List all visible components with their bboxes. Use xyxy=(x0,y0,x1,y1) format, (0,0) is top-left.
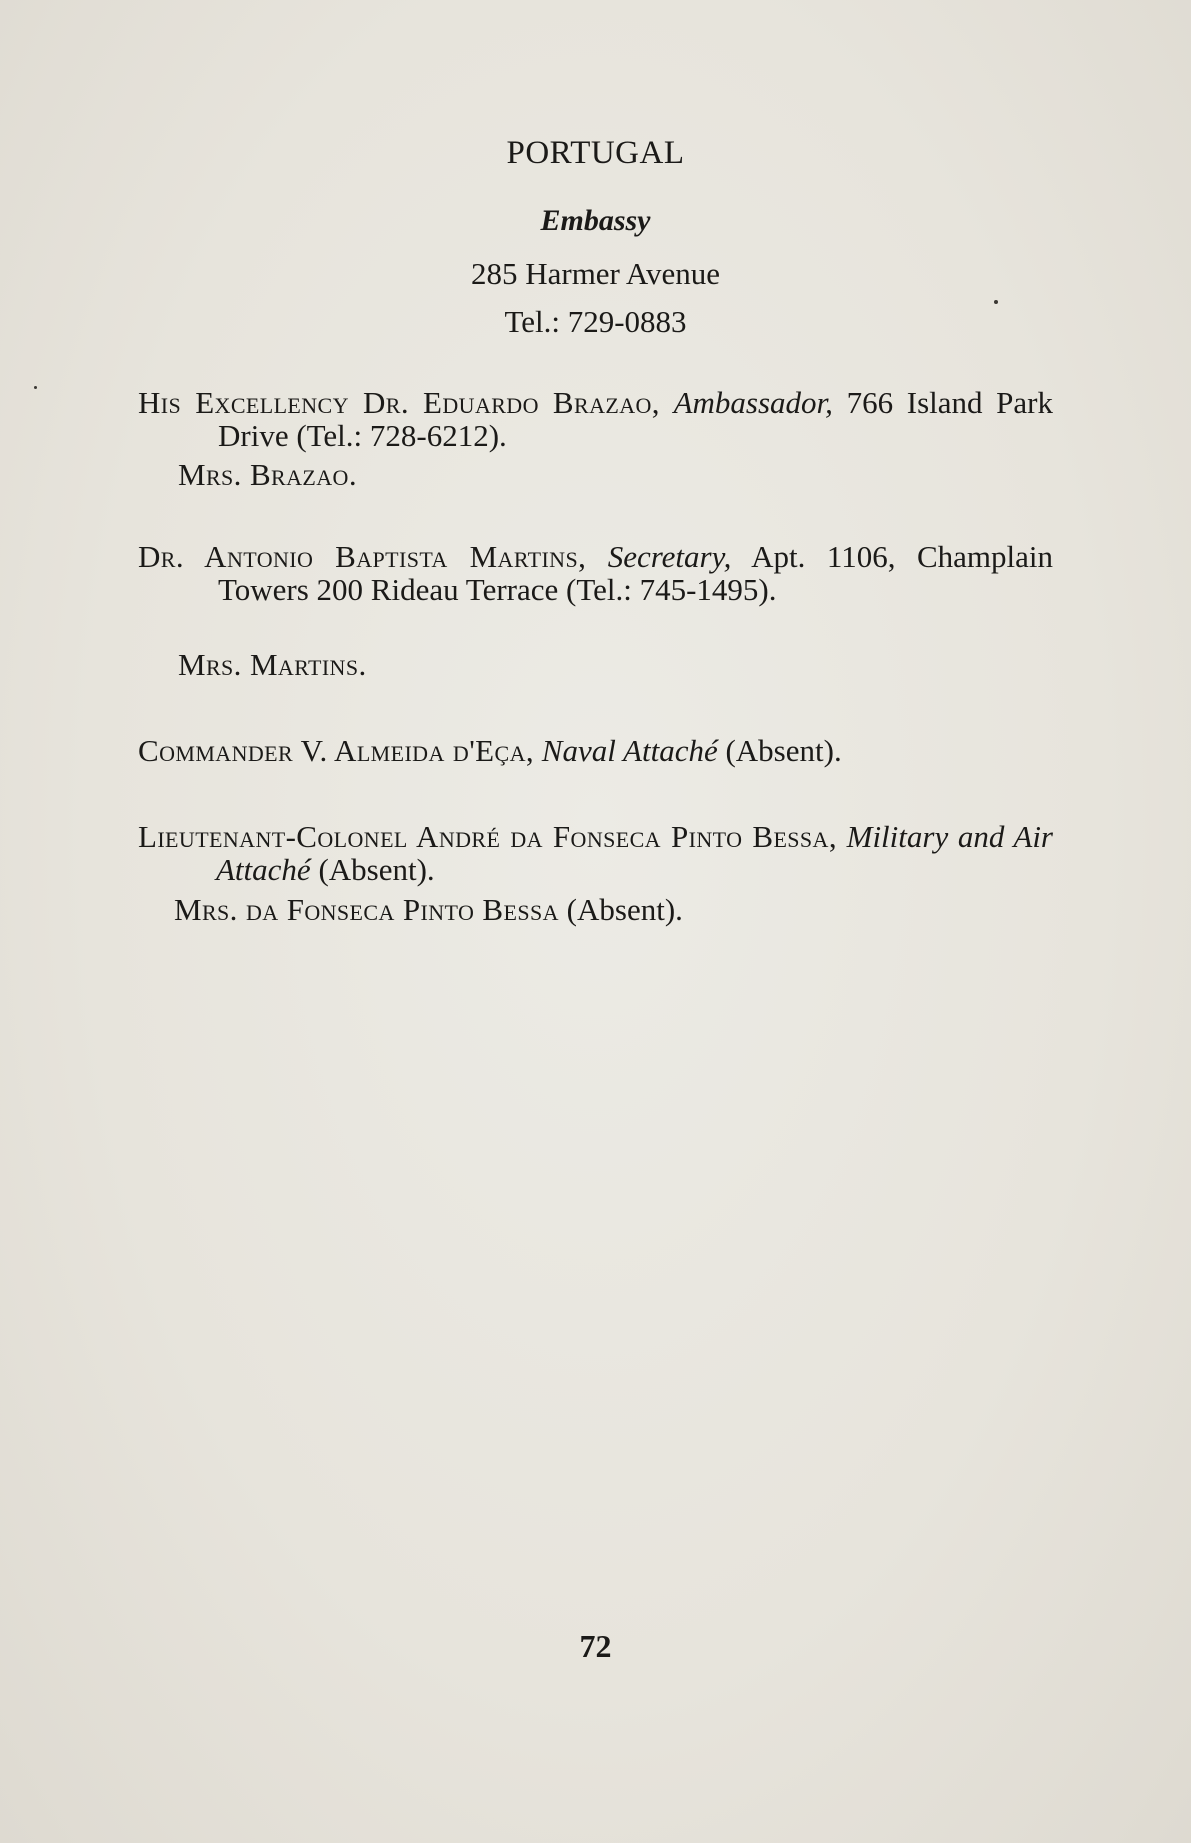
embassy-address: 285 Harmer Avenue xyxy=(470,256,721,291)
embassy-telephone: Tel.: 729-0883 xyxy=(504,304,687,339)
diplomat-name: Dr. Antonio Baptista Martins, xyxy=(138,539,587,574)
diplomat-title: Military and Air Attaché xyxy=(216,819,1053,887)
diplomat-details: 766 Island Park Drive (Tel.: 728-6212). xyxy=(218,385,1053,453)
diplomat-details: (Absent). xyxy=(725,733,842,768)
mission-type: Embassy xyxy=(540,204,651,237)
diplomat-entry xyxy=(138,386,1053,452)
ink-speck xyxy=(994,300,998,304)
country-heading: PORTUGAL xyxy=(506,135,685,171)
diplomat-title: Ambassador, xyxy=(673,385,833,420)
diplomat-title: Secretary, xyxy=(607,539,732,574)
diplomat-name: Commander V. Almeida d'Eça, xyxy=(138,733,535,768)
diplomat-details: (Absent). xyxy=(318,852,435,887)
spouse-name: Mrs. da Fonseca Pinto Bessa xyxy=(174,892,559,927)
ink-speck xyxy=(34,386,37,389)
diplomat-entry xyxy=(138,820,1053,886)
spouse-note: (Absent). xyxy=(566,892,683,927)
page-number: 72 xyxy=(579,1628,612,1664)
spouse-line xyxy=(174,893,1054,926)
spouse-name: Mrs. Brazao. xyxy=(178,457,357,492)
spouse-name: Mrs. Martins. xyxy=(178,647,367,682)
diplomat-entry xyxy=(138,734,1053,767)
diplomat-title: Naval Attaché xyxy=(541,733,718,768)
diplomat-name: Lieutenant-Colonel André da Fonseca Pinto Bessa, xyxy=(138,819,837,854)
diplomat-name: His Excellency Dr. Eduardo Brazao, xyxy=(138,385,660,420)
diplomat-entry xyxy=(138,540,1053,606)
diplomat-details: Apt. 1106, Champlain Towers 200 Rideau Terrace (Tel.: 745-1495). xyxy=(218,539,1054,607)
